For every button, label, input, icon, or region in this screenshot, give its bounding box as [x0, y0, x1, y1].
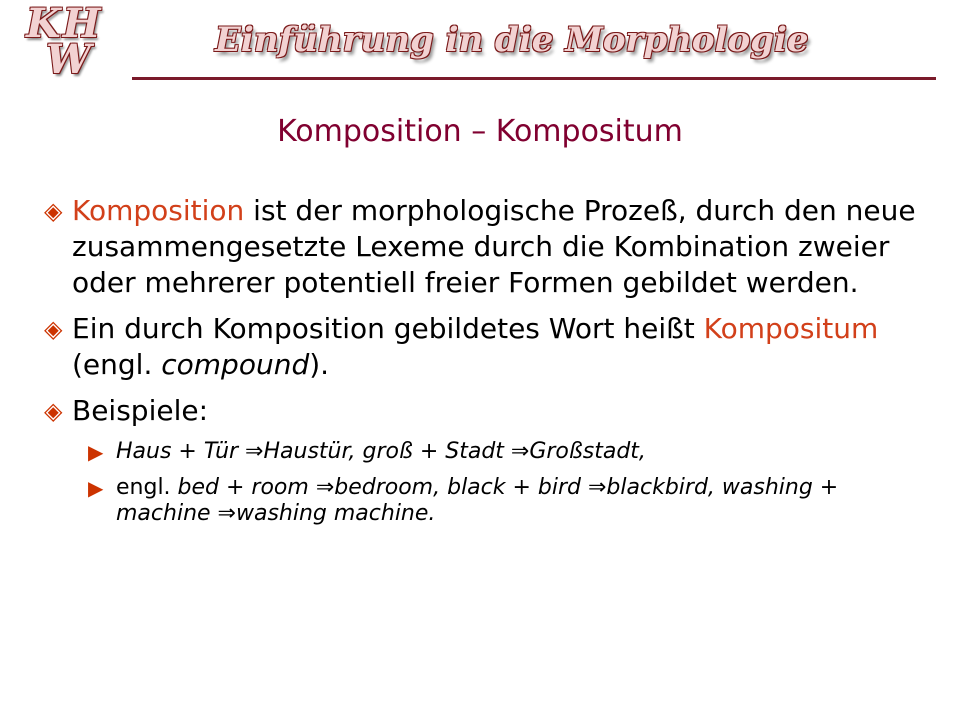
example-english	[44, 475, 934, 527]
kompositum-text-2: (engl.	[72, 348, 162, 381]
slide-content	[44, 193, 934, 537]
definition-text-2: zusammengesetzte Lexeme durch die Kombination zweier	[72, 230, 890, 263]
slide-title: Komposition – Kompositum	[277, 114, 683, 149]
bullet-item-kompositum	[44, 311, 934, 383]
logo-line-1: KH	[26, 0, 103, 47]
diamond-bullet-icon: ◈	[44, 397, 63, 425]
term-kompositum: Kompositum	[703, 312, 879, 345]
header-title: Einführung in die Morphologie	[215, 20, 809, 60]
bullet-item-beispiele	[44, 393, 934, 429]
triangle-bullet-icon: ▶	[88, 476, 104, 500]
example-english-text-1: bed + room ⇒bedroom, black + bird ⇒blackbird, washing +	[177, 475, 839, 500]
header-divider	[132, 77, 936, 80]
bullet-item-definition	[44, 193, 934, 301]
term-komposition: Komposition	[72, 194, 245, 227]
definition-text-3: oder mehrerer potentiell freier Formen gebildet werden.	[72, 266, 859, 299]
logo-line-2: W	[46, 36, 91, 83]
definition-text-1: ist der morphologische Prozeß, durch den neue	[244, 194, 916, 227]
kompositum-text-1: Ein durch Komposition gebildetes Wort heißt	[72, 312, 704, 345]
example-english-prefix: engl.	[116, 475, 178, 500]
triangle-bullet-icon: ▶	[88, 440, 104, 464]
kompositum-text-3: ).	[309, 348, 330, 381]
example-german	[44, 439, 934, 465]
example-german-text: Haus + Tür ⇒Haustür, groß + Stadt ⇒Großstadt,	[116, 439, 646, 464]
beispiele-label: Beispiele:	[72, 394, 209, 427]
diamond-bullet-icon: ◈	[44, 197, 63, 225]
term-compound: compound	[161, 348, 310, 381]
diamond-bullet-icon: ◈	[44, 315, 63, 343]
example-english-text-2: machine ⇒washing machine.	[116, 501, 436, 526]
khw-logo	[22, 0, 132, 83]
